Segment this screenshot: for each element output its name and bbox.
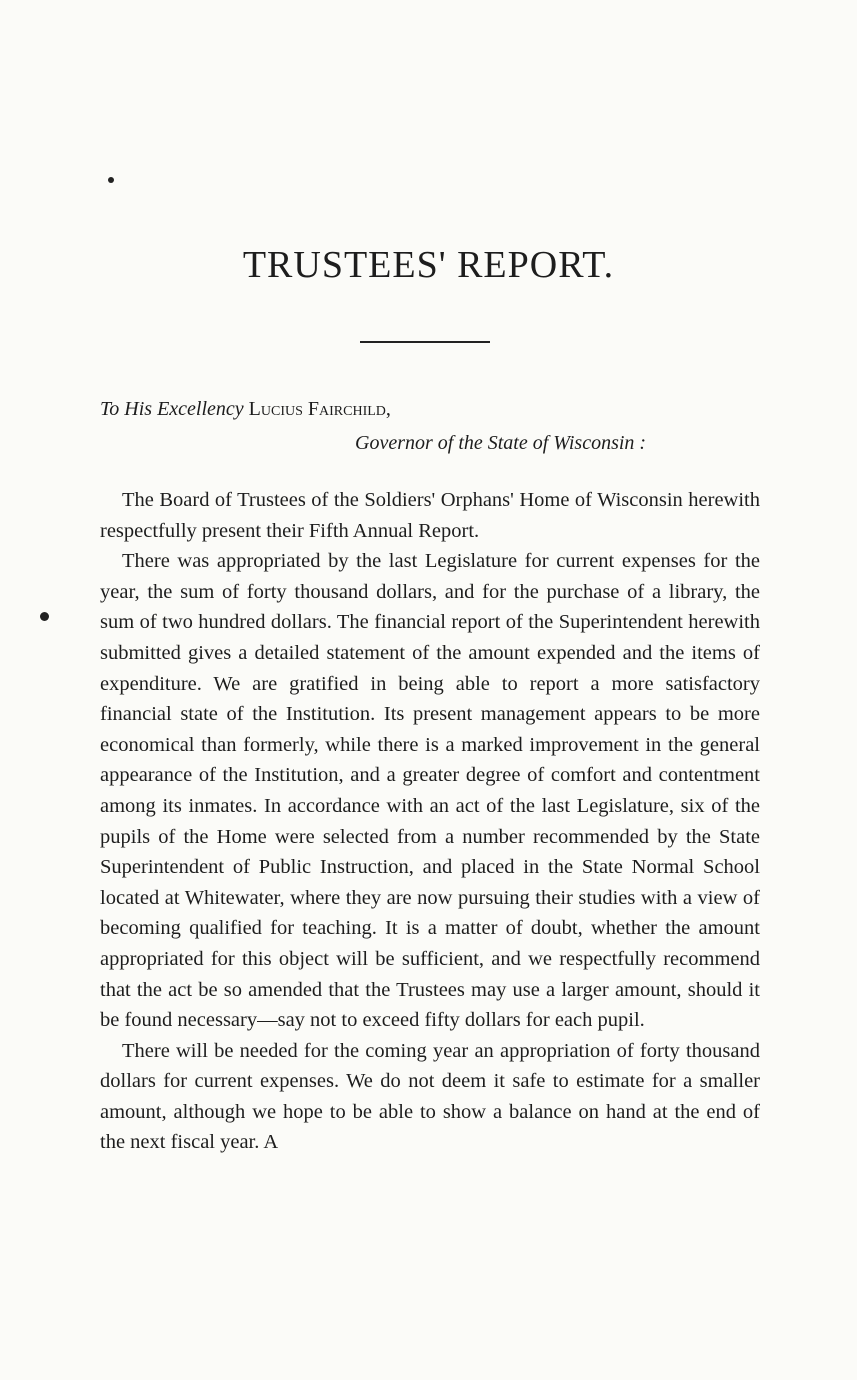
salutation (100, 398, 760, 455)
page-title: TRUSTEES' REPORT. (242, 244, 615, 286)
title-rule (360, 341, 490, 343)
body-paragraph: There will be needed for the coming year an appropriation of forty thousand dollars for current expenses. We do not deem it safe to estimate for a smaller amount, although we hope to be able to show a balance on hand at the end of the next fiscal year. A (100, 1039, 760, 1154)
body-paragraph: There was appropriated by the last Legislature for current expenses for the year, the sum of forty thousand dollars, and for the purchase of a library, the sum of two hundred dollars. The financial report of the Superintendent herewith submitted gives a detailed statement of the amount expended and the items of expenditure. We are gratified in being able to report a more satisfactory financial state of the Institution. Its present management appears to be more economical than formerly, while there is a marked improvement in the general appearance of the Institution, and a greater degree of comfort and contentment among its inmates. In accordance with an act of the last Legislature, six of the pupils of the Home were selected from a number recommended by the State Superintendent of Public Instruction, and placed in the State Normal School located at Whitewater, where they are now pursuing their studies with a view of becoming qualified for teaching. It is a matter of doubt, whether the amount appropriated for this object will be sufficient, and we respectfully recommend that the act be so amended that the Trustees may use a larger amount, should it be found necessary—say not to exceed fifty dollars for each pupil. (100, 550, 760, 1032)
ink-speck (108, 177, 114, 183)
body-paragraph: The Board of Trustees of the Soldiers' Orphans' Home of Wisconsin herewith respectfully present their Fifth Annual Report. (100, 489, 760, 542)
report-body (100, 485, 760, 1158)
salutation-name: Lucius Fairchild, (248, 398, 391, 420)
salutation-prefix: To His Excellency (100, 398, 244, 420)
salutation-line-addressee (100, 398, 760, 432)
salutation-office: Governor of the State of Wisconsin : (355, 432, 647, 454)
ink-speck (40, 612, 49, 621)
